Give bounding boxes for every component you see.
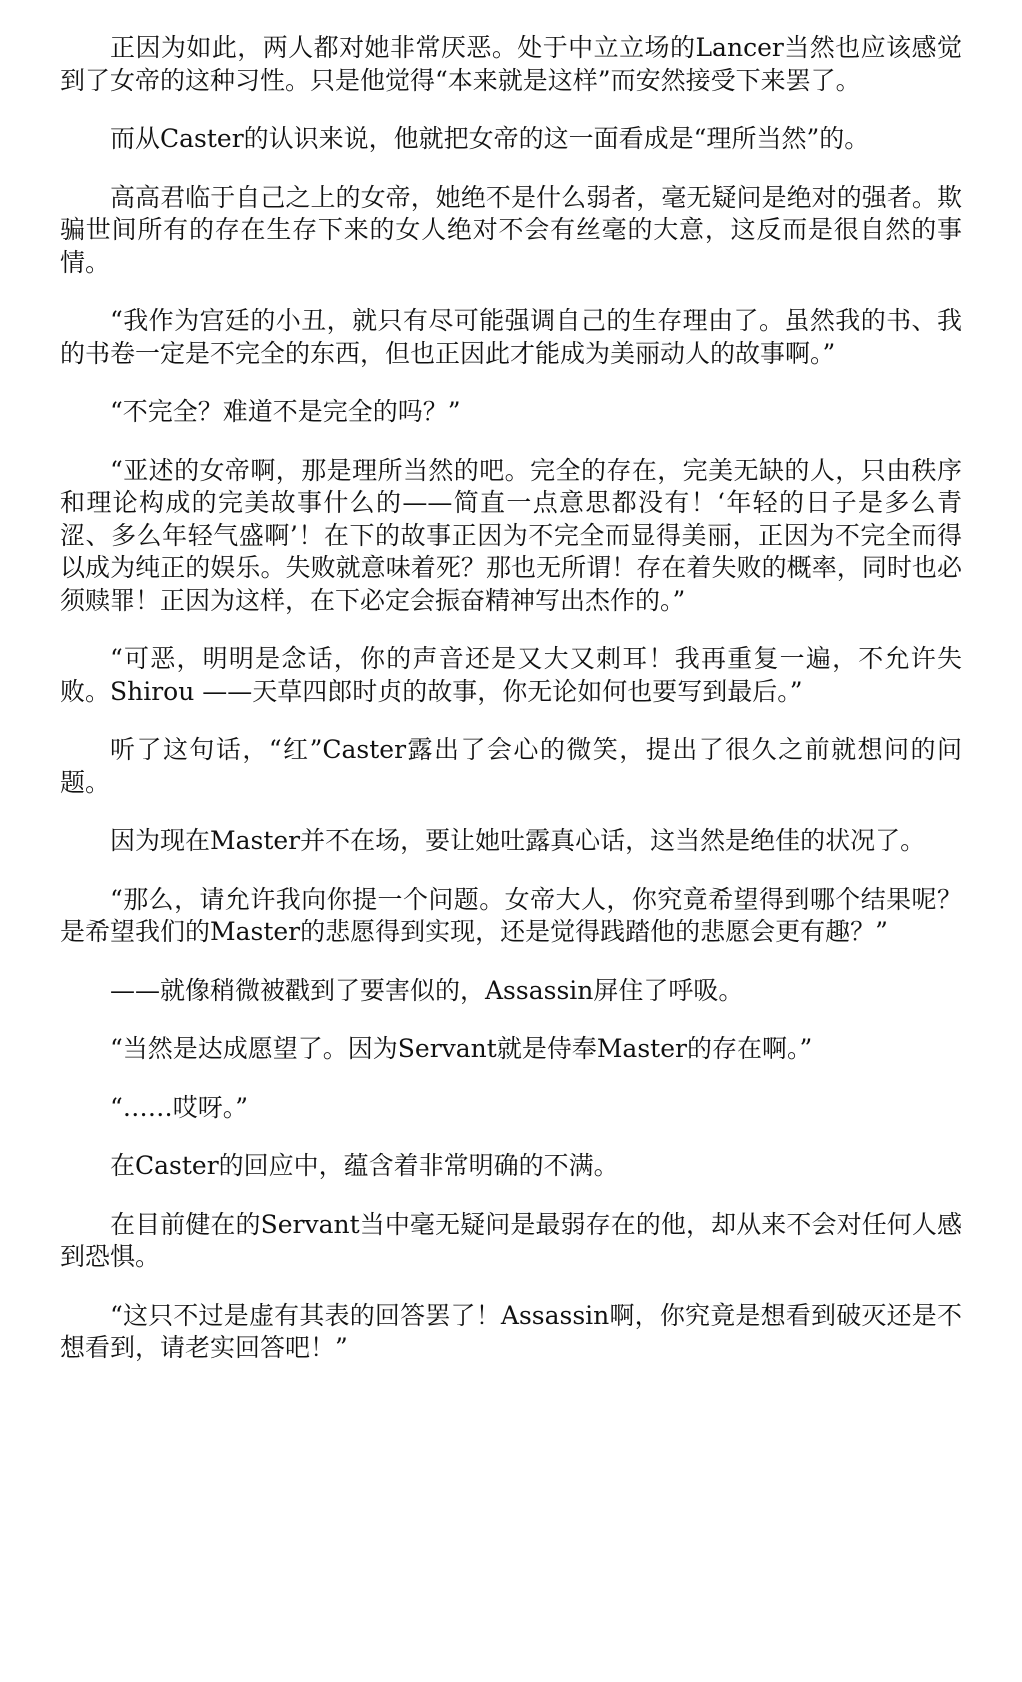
paragraph-1: 正因为如此，两人都对她非常厌恶。处于中立立场的Lancer当然也应该感觉到了女帝的这种习性。只是他觉得“本来就是这样”而安然接受下来罢了。 bbox=[60, 33, 962, 95]
paragraph-14: 在Caster的回应中，蕴含着非常明确的不满。 bbox=[110, 1151, 619, 1180]
paragraph-3: 高高君临于自己之上的女帝，她绝不是什么弱者，毫无疑问是绝对的强者。欺骗世间所有的存在生存下来的女人绝对不会有丝毫的大意，这反而是很自然的事情。 bbox=[60, 182, 962, 277]
paragraph-6: “亚述的女帝啊，那是理所当然的吧。完全的存在，完美无缺的人，只由秩序和理论构成的完美故事什么的——简直一点意思都没有！‘年轻的日子是多么青涩、多么年轻气盛啊’！在下的故事正因为不完全而显得美丽，正因为不完全而得以成为纯正的娱乐。失败就意味着死？那也无所谓！存在着失败的概率，同时也必须赎罪！正因为这样，在下必定会振奋精神写出杰作的。” bbox=[60, 455, 962, 615]
paragraph-11: ——就像稍微被戳到了要害似的，Assassin屏住了呼吸。 bbox=[110, 975, 744, 1005]
paragraph-4: “我作为宫廷的小丑，就只有尽可能强调自己的生存理由了。虽然我的书、我的书卷一定是不完全的东西，但也正因此才能成为美丽动人的故事啊。” bbox=[60, 306, 962, 368]
paragraph-16: “这只不过是虚有其表的回答罢了！Assassin啊，你究竟是想看到破灭还是不想看到，请老实回答吧！” bbox=[60, 1300, 962, 1362]
paragraph-2: 而从Caster的认识来说，他就把女帝的这一面看成是“理所当然”的。 bbox=[110, 124, 870, 153]
paragraph-12: “当然是达成愿望了。因为Servant就是侍奉Master的存在啊。” bbox=[110, 1034, 813, 1063]
paragraph-5: “不完全？难道不是完全的吗？” bbox=[110, 397, 461, 426]
paragraph-13: “……哎呀。” bbox=[110, 1092, 249, 1122]
paragraph-10: “那么，请允许我向你提一个问题。女帝大人，你究竟希望得到哪个结果呢？是希望我们的Master的悲愿得到实现，还是觉得践踏他的悲愿会更有趣？” bbox=[60, 884, 962, 946]
paragraph-7: “可恶，明明是念话，你的声音还是又大又刺耳！我再重复一遍，不允许失败。Shirou ——天草四郎时贞的故事，你无论如何也要写到最后。” bbox=[60, 644, 962, 706]
paragraph-15: 在目前健在的Servant当中毫无疑问是最弱存在的他，却从来不会对任何人感到恐惧。 bbox=[60, 1209, 962, 1271]
paragraph-8: 听了这句话，“红”Caster露出了会心的微笑，提出了很久之前就想问的问题。 bbox=[60, 735, 962, 797]
paragraph-9: 因为现在Master并不在场，要让她吐露真心话，这当然是绝佳的状况了。 bbox=[110, 826, 926, 855]
